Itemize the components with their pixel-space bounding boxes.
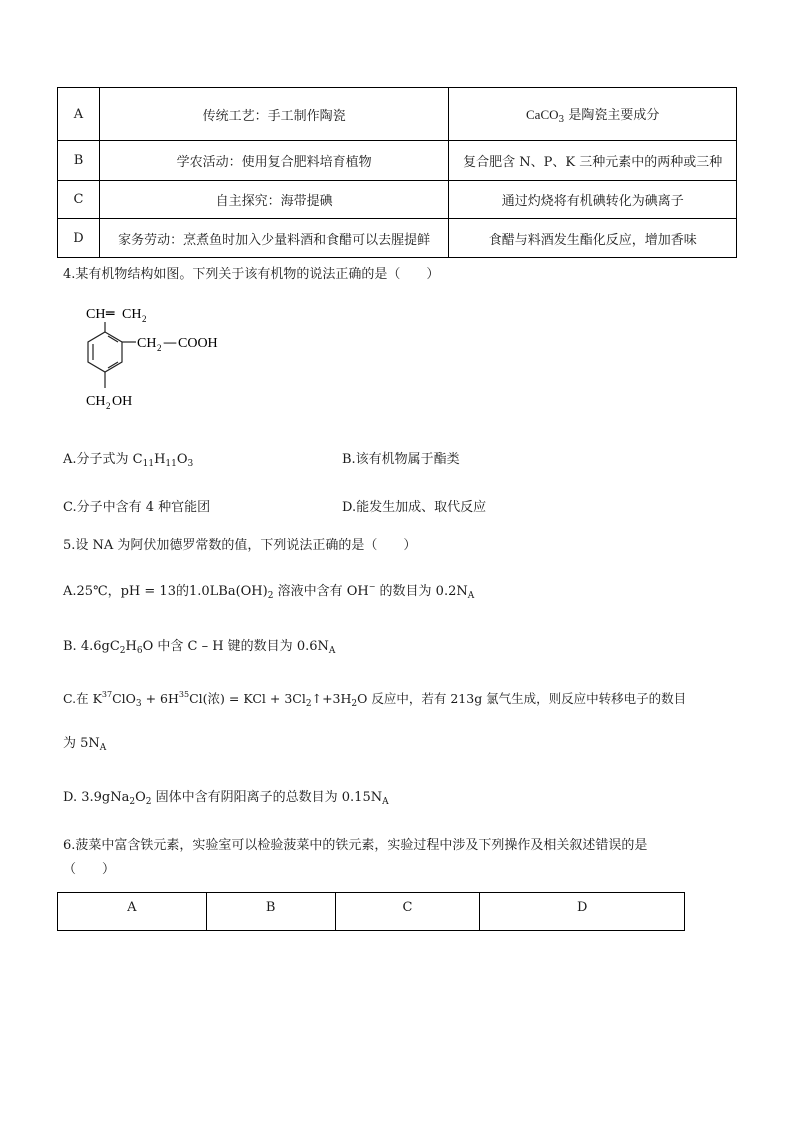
column-header: C — [335, 893, 480, 931]
activity-cell: 学农活动：使用复合肥料培育植物 — [99, 141, 448, 181]
bottom-ch2: CH — [86, 394, 106, 409]
molecule-structure — [60, 300, 230, 420]
q4-option-b: B.该有机物属于酯类 — [342, 452, 460, 467]
activity-cell: 传统工艺：手工制作陶瓷 — [99, 88, 448, 141]
vinyl-ch2: CH — [122, 307, 142, 322]
row-label: A — [58, 88, 100, 141]
knowledge-cell: CaCO$_3$ 是陶瓷主要成分 — [449, 88, 737, 141]
q6-stem: 6.菠菜中富含铁元素，实验室可以检验菠菜中的铁元素，实验过程中涉及下列操作及相关叙述错误的是 — [63, 838, 648, 853]
table-row — [58, 88, 737, 141]
side-dash: — — [163, 335, 177, 351]
activity-cell: 自主探究：海带提碘 — [99, 181, 448, 219]
activity-cell: 家务劳动：烹煮鱼时加入少量料酒和食醋可以去腥提鲜 — [99, 219, 448, 258]
q4-option-a: A.分子式为 $C_{11}H_{11}O_3$ — [63, 452, 194, 469]
table-row — [58, 219, 737, 258]
q6-table — [57, 892, 685, 931]
q4-option-d: D.能发生加成、取代反应 — [342, 500, 487, 515]
side-ch2-sub: 2 — [157, 343, 162, 353]
column-header: A — [58, 893, 207, 931]
table-header-row — [58, 893, 685, 931]
row-label: D — [58, 219, 100, 258]
vinyl-double-bond: ═ — [106, 306, 115, 322]
q5-stem: 5.设 NA 为阿伏加德罗常数的值，下列说法正确的是（ ） — [63, 538, 417, 553]
column-header: B — [206, 893, 335, 931]
q5-option-b: B. $4.6gC_2H_6O$ 中含 C – H 键的数目为 $0.6N_A$ — [63, 639, 336, 656]
knowledge-cell: 食醋与料酒发生酯化反应，增加香味 — [449, 219, 737, 258]
side-ch2: CH — [137, 336, 157, 351]
q4-stem: 4.某有机物结构如图。下列关于该有机物的说法正确的是（ ） — [63, 267, 440, 282]
q5-option-d: D. $3.9gNa_2O_2$ 固体中含有阴阳离子的总数目为 $0.15N_A$ — [63, 790, 389, 807]
knowledge-cell: 复合肥含 N、P、K 三种元素中的两种或三种 — [449, 141, 737, 181]
q3-table — [57, 87, 737, 258]
vinyl-ch: CH — [86, 307, 106, 322]
row-label: B — [58, 141, 100, 181]
q5-option-c-line2: 为 $5N_A$ — [63, 736, 107, 753]
cooh: COOH — [178, 336, 218, 351]
q5-option-c: C.在 $K^{37}ClO_3 + 6H^{35}Cl$(浓) = KCl + $3Cl_2↑+3H_2O$ 反应中，若有 213g 氯气生成，则反应中转移电子的数目 — [63, 690, 687, 709]
bottom-oh: OH — [112, 394, 133, 409]
q6-paren: （ ） — [63, 862, 116, 877]
vinyl-ch2-sub: 2 — [142, 314, 147, 324]
row-label: C — [58, 181, 100, 219]
q5-option-a: A.25℃，pH = 13的$1.0LBa(OH)_2$ 溶液中含有 OH− 的数目为 $0.2N_A$ — [63, 582, 475, 601]
column-header: D — [480, 893, 685, 931]
q4-option-c: C.分子中含有 4 种官能团 — [63, 500, 211, 515]
bottom-ch2-sub: 2 — [106, 401, 111, 411]
table-row — [58, 181, 737, 219]
knowledge-cell: 通过灼烧将有机碘转化为碘离子 — [449, 181, 737, 219]
table-row — [58, 141, 737, 181]
